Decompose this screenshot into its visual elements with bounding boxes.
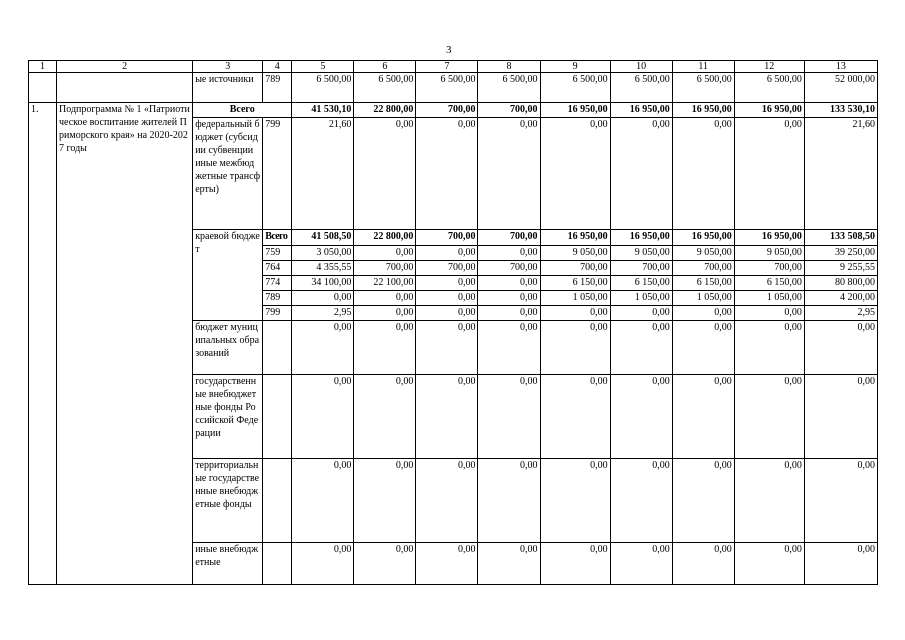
value-cell: 0,00 — [734, 459, 804, 543]
value-cell: 0,00 — [292, 375, 354, 459]
value-cell: 41 508,50 — [292, 230, 354, 246]
value-cell: 6 500,00 — [672, 73, 734, 103]
header-row — [29, 61, 878, 73]
column-header: 7 — [416, 61, 478, 73]
value-cell: 0,00 — [672, 118, 734, 230]
value-cell: 0,00 — [672, 375, 734, 459]
value-cell: 0,00 — [610, 543, 672, 585]
source-label: территориальные государственные внебюджетные фонды — [193, 459, 263, 543]
value-cell: 9 255,55 — [804, 261, 877, 276]
value-cell: 0,00 — [672, 321, 734, 375]
value-cell: 6 500,00 — [610, 73, 672, 103]
code-cell: 774 — [263, 276, 292, 291]
value-cell: 0,00 — [478, 291, 540, 306]
value-cell: 0,00 — [540, 459, 610, 543]
value-cell: 0,00 — [354, 291, 416, 306]
code-cell: 764 — [263, 261, 292, 276]
value-cell: 0,00 — [478, 321, 540, 375]
value-cell: 0,00 — [478, 118, 540, 230]
column-header: 9 — [540, 61, 610, 73]
value-cell: 0,00 — [416, 459, 478, 543]
value-cell: 0,00 — [540, 543, 610, 585]
value-cell: 0,00 — [734, 543, 804, 585]
budget-table — [28, 60, 878, 585]
value-cell: 6 500,00 — [354, 73, 416, 103]
value-cell: 0,00 — [354, 321, 416, 375]
source-label: бюджет муниципальных образований — [193, 321, 263, 375]
value-cell: 0,00 — [478, 375, 540, 459]
value-cell: 34 100,00 — [292, 276, 354, 291]
value-cell: 0,00 — [478, 246, 540, 261]
page-number: 3 — [446, 44, 452, 56]
value-cell: 0,00 — [292, 321, 354, 375]
value-cell: 1 050,00 — [734, 291, 804, 306]
column-header: 13 — [804, 61, 877, 73]
value-cell: 0,00 — [734, 321, 804, 375]
value-cell: 16 950,00 — [610, 103, 672, 118]
value-cell: 0,00 — [292, 459, 354, 543]
value-cell: 52 000,00 — [804, 73, 877, 103]
value-cell: 0,00 — [734, 118, 804, 230]
code-cell: 799 — [263, 118, 292, 230]
value-cell: 0,00 — [478, 543, 540, 585]
value-cell: 0,00 — [292, 543, 354, 585]
value-cell: 0,00 — [416, 321, 478, 375]
value-cell: 9 050,00 — [734, 246, 804, 261]
source-label: краевой бюджет — [193, 230, 263, 321]
code-cell: 799 — [263, 306, 292, 321]
value-cell: 2,95 — [292, 306, 354, 321]
table-row — [29, 73, 878, 103]
value-cell: 6 150,00 — [610, 276, 672, 291]
value-cell: 700,00 — [478, 103, 540, 118]
total-label: Всего — [193, 103, 292, 118]
value-cell: 0,00 — [540, 118, 610, 230]
value-cell: 3 050,00 — [292, 246, 354, 261]
value-cell: 9 050,00 — [672, 246, 734, 261]
value-cell: 700,00 — [734, 261, 804, 276]
value-cell: 0,00 — [478, 276, 540, 291]
value-cell: 700,00 — [478, 261, 540, 276]
value-cell: 80 800,00 — [804, 276, 877, 291]
column-header: 3 — [193, 61, 263, 73]
value-cell: 22 800,00 — [354, 103, 416, 118]
column-header: 11 — [672, 61, 734, 73]
column-header: 10 — [610, 61, 672, 73]
value-cell: 0,00 — [610, 459, 672, 543]
value-cell: 700,00 — [354, 261, 416, 276]
value-cell: 0,00 — [610, 118, 672, 230]
value-cell: 0,00 — [610, 306, 672, 321]
value-cell: 0,00 — [804, 321, 877, 375]
value-cell: 0,00 — [416, 306, 478, 321]
column-header: 1 — [29, 61, 57, 73]
source-label: иные внебюджетные — [193, 543, 263, 585]
value-cell: 16 950,00 — [734, 103, 804, 118]
value-cell: 16 950,00 — [734, 230, 804, 246]
value-cell: 0,00 — [804, 459, 877, 543]
value-cell: 0,00 — [540, 321, 610, 375]
value-cell: 6 500,00 — [416, 73, 478, 103]
value-cell: 0,00 — [292, 291, 354, 306]
column-header: 5 — [292, 61, 354, 73]
value-cell: 16 950,00 — [610, 230, 672, 246]
value-cell: 0,00 — [354, 306, 416, 321]
code-cell: 759 — [263, 246, 292, 261]
value-cell: 16 950,00 — [672, 230, 734, 246]
value-cell: 700,00 — [416, 103, 478, 118]
value-cell: 700,00 — [478, 230, 540, 246]
value-cell: 1 050,00 — [672, 291, 734, 306]
value-cell: 0,00 — [354, 543, 416, 585]
subprogram-title: Подпрограмма № 1 «Патриотическое воспитание жителей Приморского края» на 2020-2027 годы — [57, 103, 193, 585]
value-cell: 6 500,00 — [292, 73, 354, 103]
value-cell: 0,00 — [354, 459, 416, 543]
source-label: государственные внебюджетные фонды Российской Федерации — [193, 375, 263, 459]
value-cell: 0,00 — [416, 375, 478, 459]
value-cell: 0,00 — [540, 306, 610, 321]
value-cell: 700,00 — [540, 261, 610, 276]
code-cell: 789 — [263, 291, 292, 306]
value-cell: 133 508,50 — [804, 230, 877, 246]
value-cell: 0,00 — [416, 543, 478, 585]
source-label: федеральный бюджет (субсидии субвенции иные межбюджетные трансферты) — [193, 118, 263, 230]
column-header: 12 — [734, 61, 804, 73]
value-cell: 0,00 — [734, 375, 804, 459]
value-cell: 0,00 — [478, 306, 540, 321]
value-cell: 0,00 — [672, 543, 734, 585]
column-header: 2 — [57, 61, 193, 73]
value-cell: 16 950,00 — [540, 230, 610, 246]
value-cell: 4 355,55 — [292, 261, 354, 276]
value-cell: 0,00 — [804, 543, 877, 585]
value-cell: 700,00 — [610, 261, 672, 276]
value-cell: 0,00 — [354, 118, 416, 230]
column-header: 6 — [354, 61, 416, 73]
value-cell: 16 950,00 — [540, 103, 610, 118]
value-cell: 6 150,00 — [734, 276, 804, 291]
table-row — [29, 103, 878, 118]
value-cell: 133 530,10 — [804, 103, 877, 118]
source-label: ые источники — [193, 73, 263, 103]
row-number: 1. — [29, 103, 57, 585]
value-cell: 0,00 — [354, 246, 416, 261]
value-cell: 700,00 — [416, 230, 478, 246]
value-cell: 0,00 — [416, 118, 478, 230]
value-cell: 700,00 — [416, 261, 478, 276]
value-cell: 700,00 — [672, 261, 734, 276]
value-cell: 9 050,00 — [610, 246, 672, 261]
value-cell: 39 250,00 — [804, 246, 877, 261]
value-cell: 41 530,10 — [292, 103, 354, 118]
value-cell: 6 500,00 — [734, 73, 804, 103]
value-cell: 6 500,00 — [478, 73, 540, 103]
value-cell: 22 100,00 — [354, 276, 416, 291]
value-cell: 16 950,00 — [672, 103, 734, 118]
value-cell: 0,00 — [416, 246, 478, 261]
value-cell: 0,00 — [672, 459, 734, 543]
column-header: 8 — [478, 61, 540, 73]
value-cell: 2,95 — [804, 306, 877, 321]
value-cell: 0,00 — [354, 375, 416, 459]
value-cell: 6 500,00 — [540, 73, 610, 103]
value-cell: 0,00 — [804, 375, 877, 459]
value-cell: 0,00 — [416, 276, 478, 291]
value-cell: 0,00 — [610, 375, 672, 459]
value-cell: 6 150,00 — [672, 276, 734, 291]
column-header: 4 — [263, 61, 292, 73]
value-cell: 1 050,00 — [610, 291, 672, 306]
value-cell: 21,60 — [804, 118, 877, 230]
total-label: Всего — [263, 230, 292, 246]
value-cell: 0,00 — [478, 459, 540, 543]
value-cell: 1 050,00 — [540, 291, 610, 306]
value-cell: 22 800,00 — [354, 230, 416, 246]
value-cell: 6 150,00 — [540, 276, 610, 291]
value-cell: 0,00 — [672, 306, 734, 321]
value-cell: 0,00 — [734, 306, 804, 321]
value-cell: 9 050,00 — [540, 246, 610, 261]
code-cell: 789 — [263, 73, 292, 103]
value-cell: 0,00 — [610, 321, 672, 375]
value-cell: 21,60 — [292, 118, 354, 230]
value-cell: 4 200,00 — [804, 291, 877, 306]
value-cell: 0,00 — [540, 375, 610, 459]
value-cell: 0,00 — [416, 291, 478, 306]
